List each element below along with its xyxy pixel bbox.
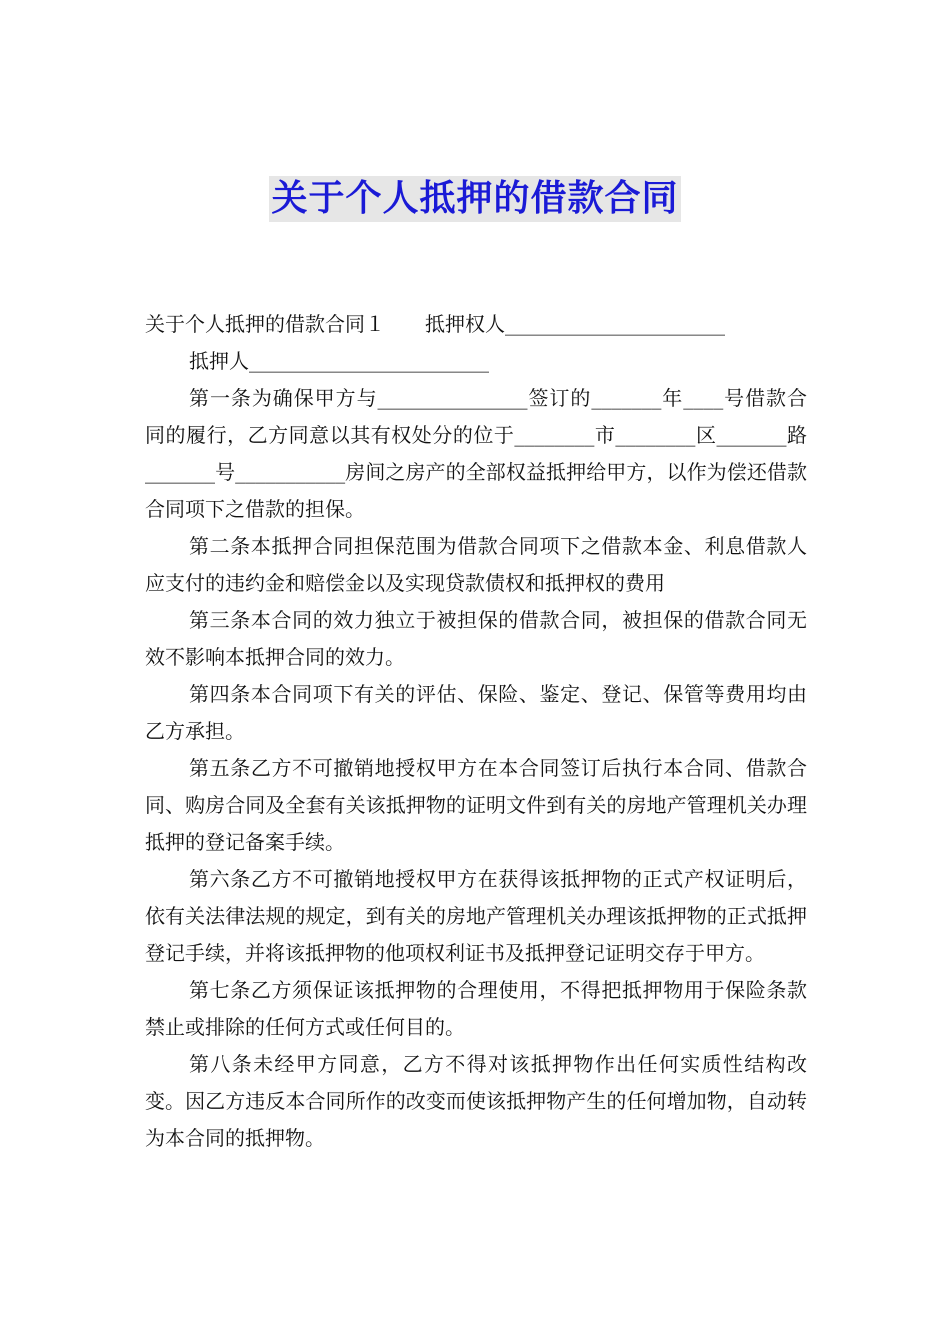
article-5: 第五条乙方不可撤销地授权甲方在本合同签订后执行本合同、借款合同、购房合同及全套有关该抵押物的证明文件到有关的房地产管理机关办理抵押的登记备案手续。 [145, 756, 807, 854]
article-3: 第三条本合同的效力独立于被担保的借款合同，被担保的借款合同无效不影响本抵押合同的效力。 [145, 608, 807, 669]
article-2: 第二条本抵押合同担保范围为借款合同项下之借款本金、利息借款人应支付的违约金和赔偿金以及实现贷款债权和抵押权的费用 [145, 534, 807, 595]
article-4: 第四条本合同项下有关的评估、保险、鉴定、登记、保管等费用均由乙方承担。 [145, 682, 807, 743]
article-7: 第七条乙方须保证该抵押物的合理使用，不得把抵押物用于保险条款禁止或排除的任何方式或任何目的。 [145, 978, 807, 1039]
article-6: 第六条乙方不可撤销地授权甲方在获得该抵押物的正式产权证明后，依有关法律法规的规定，到有关的房地产管理机关办理该抵押物的正式抵押登记手续，并将该抵押物的他项权利证书及抵押登记证明交存于甲方。 [145, 867, 807, 965]
header-line: 关于个人抵押的借款合同１ 抵押权人______________________ [145, 312, 725, 336]
article-1: 第一条为确保甲方与_______________签订的_______年____号借款合同的履行，乙方同意以其有权处分的位于________市________区_______路_______号___________房间之房产的全部权益抵押给甲方，以作为偿还借款合同项下之借款的担保。 [145, 386, 807, 521]
article-8: 第八条未经甲方同意，乙方不得对该抵押物作出任何实质性结构改变。因乙方违反本合同所作的改变而使该抵押物产生的任何增加物，自动转为本合同的抵押物。 [145, 1052, 807, 1150]
mortgagor-line: 抵押人________________________ [189, 349, 489, 373]
document-body [145, 306, 807, 1157]
document-title: 关于个人抵押的借款合同 [269, 176, 680, 222]
title-container [0, 176, 950, 222]
